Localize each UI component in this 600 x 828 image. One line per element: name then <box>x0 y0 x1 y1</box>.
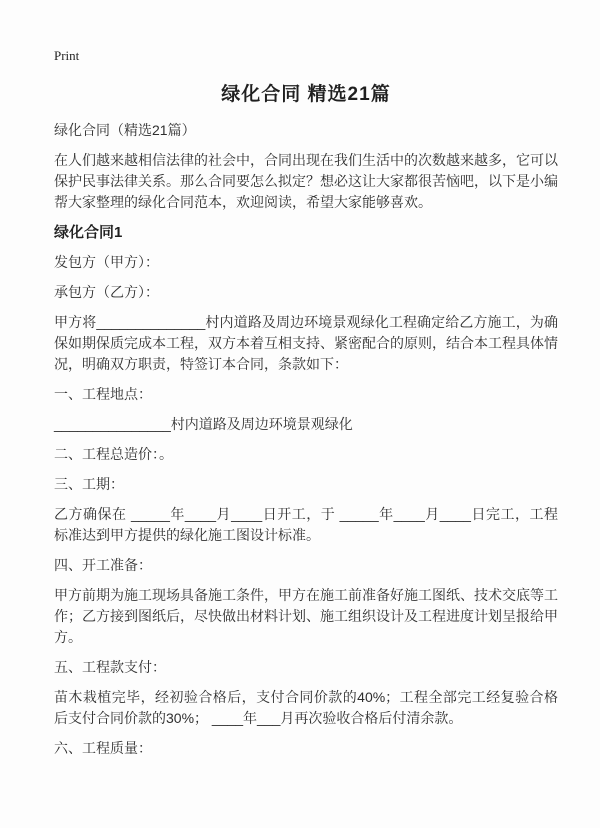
heading-article-2-total-price: 二、工程总造价：。 <box>54 446 173 462</box>
heading-article-6-quality: 六、工程质量： <box>54 740 152 756</box>
intro-paragraph: 在人们越来越相信法律的社会中，合同出现在我们生活中的次数越来越多，它可以保护民事法律关系。那么合同要怎么拟定？想必这让大家都很苦恼吧，以下是小编帮大家整理的绿化合同范本，欢迎阅读，希望大家能够喜欢。 <box>54 152 558 210</box>
paragraph-party-b: 承包方（乙方）： <box>54 284 159 300</box>
heading-article-3-duration: 三、工期： <box>54 476 124 492</box>
paragraph-duration-details: 乙方确保在 _____年____月____日开工，于 _____年____月____日完工，工程标准达到甲方提供的绿化施工图设计标准。 <box>54 506 558 543</box>
paragraph-party-a: 发包方（甲方）： <box>54 254 159 270</box>
document-subtitle: 绿化合同（精选21篇） <box>54 122 196 138</box>
paragraph-location-blank: _______________村内道路及周边环境景观绿化 <box>54 416 353 432</box>
heading-article-4-preparation: 四、开工准备： <box>54 557 152 573</box>
paragraph-preparation-details: 甲方前期为施工现场具备施工条件，甲方在施工前准备好施工图纸、技术交底等工作；乙方接到图纸后，尽快做出材料计划、施工组织设计及工程进度计划呈报给甲方。 <box>54 587 558 645</box>
heading-article-1-location: 一、工程地点： <box>54 386 152 402</box>
paragraph-payment-details: 苗木栽植完毕，经初验合格后，支付合同价款的40%；工程全部完工经复验合格后支付合同价款的30%； ____年___月再次验收合格后付清余款。 <box>54 689 558 726</box>
article-heading: 绿化合同1 <box>54 224 123 241</box>
print-button[interactable]: Print <box>54 48 80 63</box>
paragraph-project-assignment: 甲方将______________村内道路及周边环境景观绿化工程确定给乙方施工，为确保如期保质完成本工程，双方本着互相支持、紧密配合的原则，结合本工程具体情况，明确双方职责，特签订本合同，条款如下： <box>54 314 558 372</box>
heading-article-5-payment: 五、工程款支付： <box>54 659 166 675</box>
document-title: 绿化合同 精选21篇 <box>221 84 391 105</box>
